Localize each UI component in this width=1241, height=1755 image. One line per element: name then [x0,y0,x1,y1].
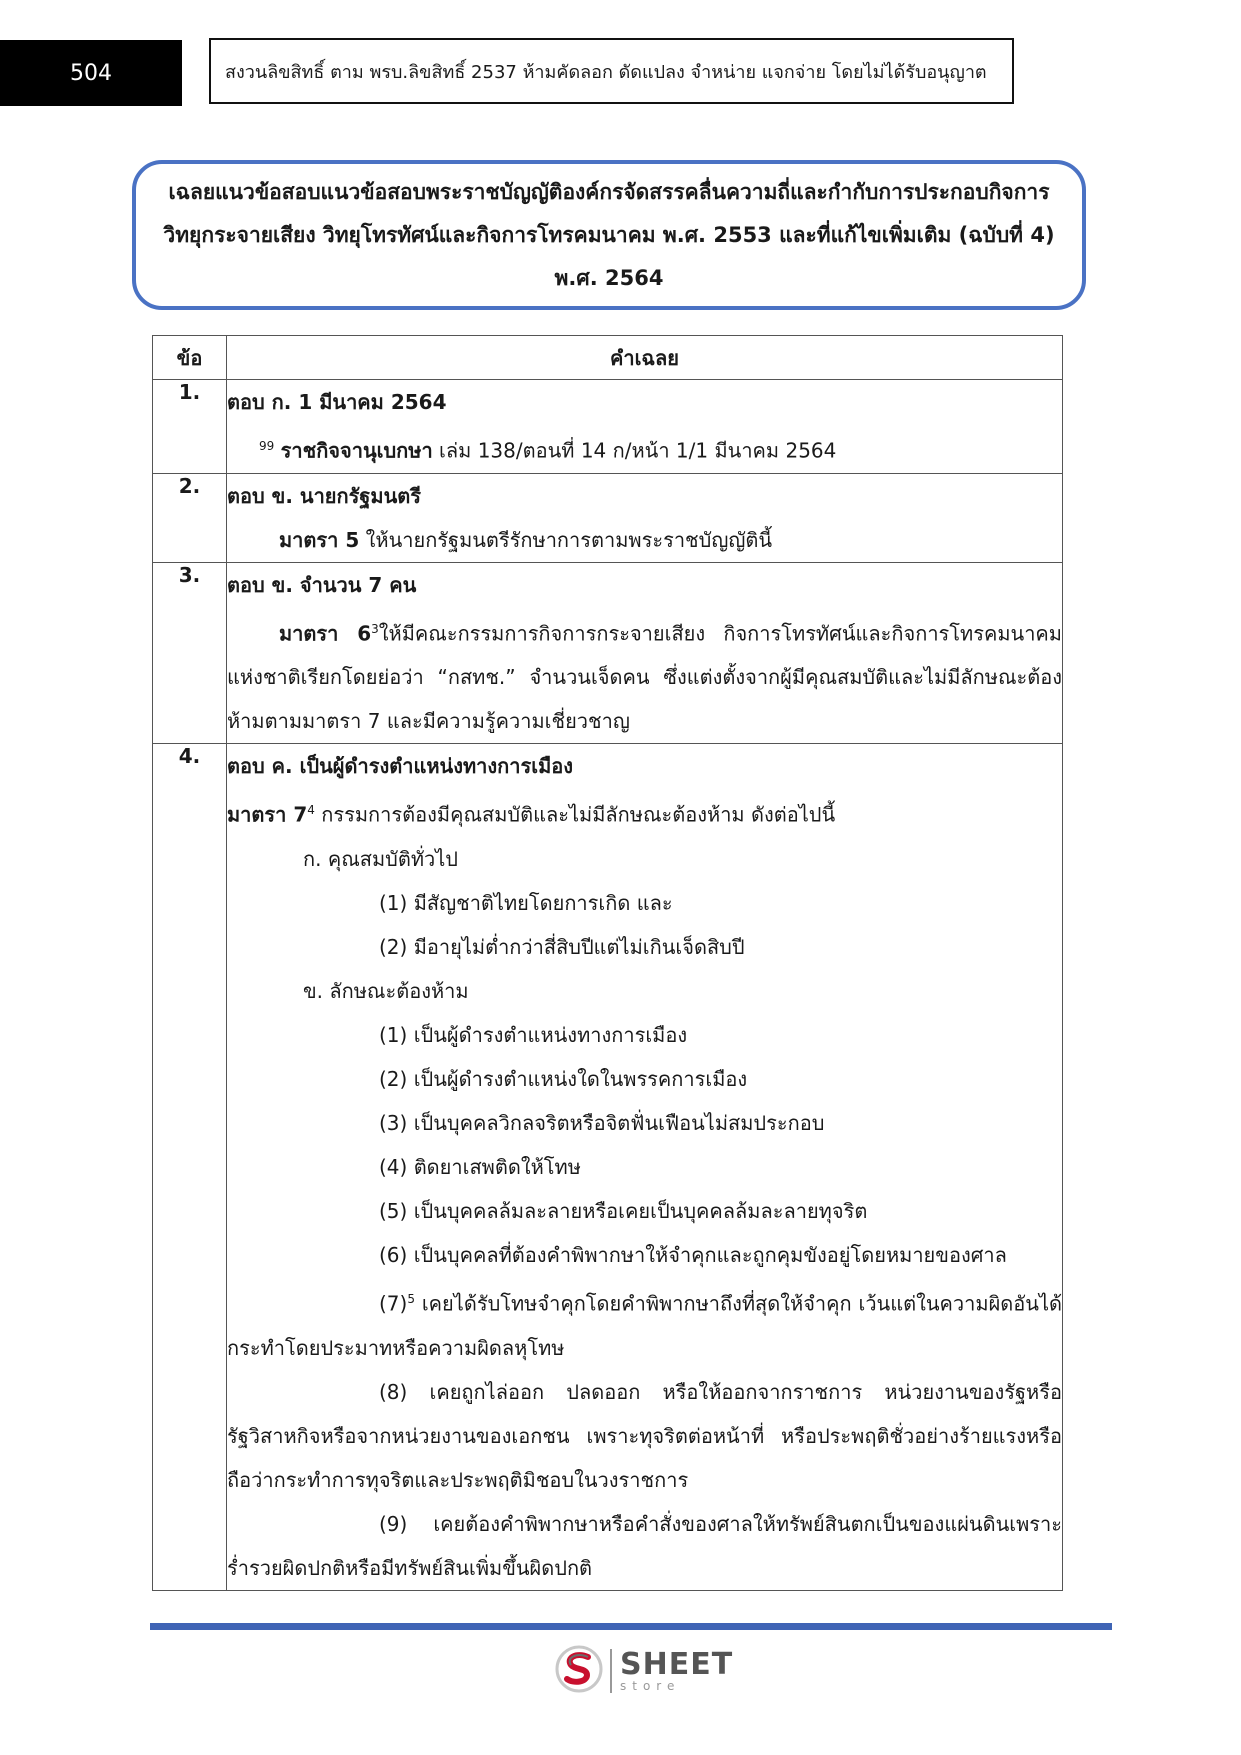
footnote-marker: 3 [371,621,379,636]
footnote-marker: 5 [407,1291,415,1306]
list-item: (3) เป็นบุคคลวิกลจริตหรือจิตฟั่นเฟือนไม่สมประกอบ [379,1110,825,1135]
logo-text-main: SHEET [620,1647,734,1682]
list-item: (1) มีสัญชาติไทยโดยการเกิด และ [379,890,673,915]
table-row [153,380,1063,474]
reference-detail: เล่ม 138/ตอนที่ 14 ก/หน้า 1/1 มีนาคม 2564 [432,438,837,463]
section-label: มาตรา 7 [227,802,308,827]
table-row [153,562,1063,744]
answer-text: ตอบ ค. เป็นผู้ดำรงตำแหน่งทางการเมือง [227,754,574,779]
list-item: (1) เป็นผู้ดำรงตำแหน่งทางการเมือง [379,1022,688,1047]
answer-reference [227,424,1062,473]
title-line-3: พ.ศ. 2564 [554,265,664,290]
answer-table [152,335,1063,1591]
question-number: 4. [153,744,227,1590]
answer-cell [227,562,1063,744]
section-label: มาตรา 5 [279,527,360,552]
logo-wordmark [620,1647,734,1693]
section-body: ให้นายกรัฐมนตรีรักษาการตามพระราชบัญญัตินี้ [359,527,773,552]
section-label: มาตรา 6 [279,621,372,646]
footer-rule [150,1623,1112,1630]
item-number: (7) [379,1291,408,1316]
page-number: 504 [0,40,182,106]
table-row [153,744,1063,1590]
title-line-2: วิทยุกระจายเสียง วิทยุโทรทัศน์และกิจการโทรคมนาคม พ.ศ. 2553 และที่แก้ไขเพิ่มเติม (ฉบับที่ 4) [163,222,1055,247]
footnote-marker: 4 [307,803,315,818]
item-text: เคยได้รับโทษจำคุกโดยคำพิพากษาถึงที่สุดให้จำคุก เว้นแต่ในความผิดอันได้กระทำโดยประมาทหรือความผิดลหุโทษ [227,1291,1062,1360]
document-title [132,160,1086,310]
table-header-row [153,336,1063,380]
column-header-number: ข้อ [153,336,227,380]
reference-source: ราชกิจจานุเบกษา [280,438,433,463]
column-header-answer: คำเฉลย [227,336,1063,380]
section-text [227,518,1062,562]
logo-divider [610,1649,612,1693]
list-item: (4) ติดยาเสพติดให้โทษ [379,1154,581,1179]
question-number: 3. [153,562,227,744]
table-row [153,473,1063,562]
section-text [227,607,1062,744]
list-item: (9) เคยต้องคำพิพากษาหรือคำสั่งของศาลให้ทรัพย์สินตกเป็นของแผ่นดินเพราะร่ำรวยผิดปกติหรือมีทรัพย์สินเพิ่มขึ้นผิดปกติ [227,1511,1062,1580]
section-body: ให้มีคณะกรรมการกิจการกระจายเสียง กิจการโทรทัศน์และกิจการโทรคมนาคมแห่งชาติเรียกโดยย่อว่า “กสทช.” จำนวนเจ็ดคน ซึ่งแต่งตั้งจากผู้มีคุณสมบัติและไม่มีลักษณะต้องห้ามตามมาตรา 7 และมีความรู้ความเชี่ยวชาญ [227,621,1062,734]
answer-cell [227,473,1063,562]
logo-text-sub: store [620,1679,681,1693]
list-item [227,1277,1062,1370]
list-item: (6) เป็นบุคคลที่ต้องคำพิพากษาให้จำคุกและถูกคุมขังอยู่โดยหมายของศาล [379,1242,1007,1267]
question-number: 1. [153,380,227,474]
sheet-store-logo [554,1644,733,1698]
answer-cell [227,380,1063,474]
section-body: กรรมการต้องมีคุณสมบัติและไม่มีลักษณะต้องห้าม ดังต่อไปนี้ [314,802,836,827]
answer-text: ตอบ ข. นายกรัฐมนตรี [227,483,421,508]
sheet-store-s-icon [554,1644,604,1698]
footnote-marker: 99 [259,439,275,453]
part-heading: ข. ลักษณะต้องห้าม [303,978,469,1003]
answer-cell [227,744,1063,1590]
list-item: (8) เคยถูกไล่ออก ปลดออก หรือให้ออกจากราชการ หน่วยงานของรัฐหรือรัฐวิสาหกิจหรือจากหน่วยงานของเอกชน เพราะทุจริตต่อหน้าที่ หรือประพฤติชั่วอย่างร้ายแรงหรือถือว่ากระทำการทุจริตและประพฤติมิชอบในวงราชการ [227,1379,1062,1492]
title-line-1: เฉลยแนวข้อสอบแนวข้อสอบพระราชบัญญัติองค์กรจัดสรรคลื่นความถี่และกำกับการประกอบกิจการ [168,179,1050,204]
list-item: (2) เป็นผู้ดำรงตำแหน่งใดในพรรคการเมือง [379,1066,748,1091]
list-item: (5) เป็นบุคคลล้มละลายหรือเคยเป็นบุคคลล้มละลายทุจริต [379,1198,868,1223]
section-text [227,788,1062,837]
answer-text: ตอบ ก. 1 มีนาคม 2564 [227,390,447,414]
list-item: (2) มีอายุไม่ต่ำกว่าสี่สิบปีแต่ไม่เกินเจ็ดสิบปี [379,934,745,959]
question-number: 2. [153,473,227,562]
part-heading: ก. คุณสมบัติทั่วไป [303,846,458,871]
answer-text: ตอบ ข. จำนวน 7 คน [227,572,417,597]
copyright-notice: สงวนลิขสิทธิ์ ตาม พรบ.ลิขสิทธิ์ 2537 ห้ามคัดลอก ดัดแปลง จำหน่าย แจกจ่าย โดยไม่ได้รับอนุญาต [209,38,1014,104]
